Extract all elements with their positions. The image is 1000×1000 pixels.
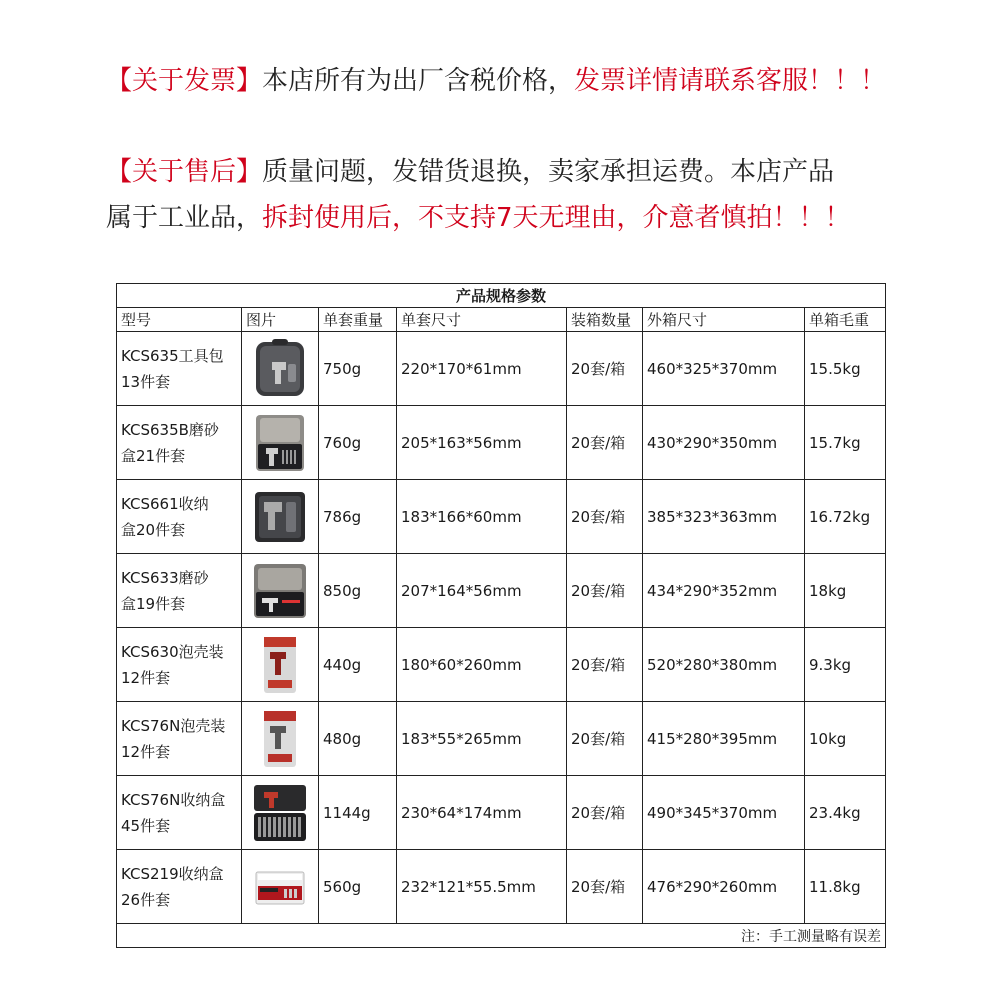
model-name: KCS633磨砂 (121, 568, 209, 587)
carton-cell: 490*345*370mm (643, 776, 805, 850)
aftersales-notice-line1 (106, 153, 834, 191)
gross-cell: 15.7kg (805, 406, 886, 480)
carton-cell: 460*325*370mm (643, 332, 805, 406)
product-image-cell (242, 776, 319, 850)
size-cell: 183*55*265mm (397, 702, 567, 776)
product-image-cell (242, 406, 319, 480)
header-model: 型号 (117, 308, 242, 332)
size-cell: 230*64*174mm (397, 776, 567, 850)
table-row (117, 628, 886, 702)
model-set: 12件套 (121, 668, 171, 687)
header-image: 图片 (242, 308, 319, 332)
model-name: KCS219收纳盒 (121, 864, 224, 883)
table-row (117, 850, 886, 924)
model-cell (117, 628, 242, 702)
model-set: 26件套 (121, 890, 171, 909)
frosted-box-icon (250, 412, 310, 474)
weight-cell: 560g (319, 850, 397, 924)
carton-cell: 415*280*395mm (643, 702, 805, 776)
model-name: KCS76N泡壳装 (121, 716, 226, 735)
model-name: KCS635B磨砂 (121, 420, 219, 439)
frosted-box-icon (250, 560, 310, 622)
model-cell (117, 332, 242, 406)
size-cell: 183*166*60mm (397, 480, 567, 554)
model-set: 12件套 (121, 742, 171, 761)
size-cell: 205*163*56mm (397, 406, 567, 480)
measurement-note: 注：手工测量略有误差 (117, 924, 886, 948)
qty-cell: 20套/箱 (567, 628, 643, 702)
weight-cell: 1144g (319, 776, 397, 850)
spec-table (116, 283, 886, 948)
product-image-cell (242, 332, 319, 406)
gross-cell: 18kg (805, 554, 886, 628)
invoice-text: 本店所有为出厂含税价格， (262, 66, 575, 96)
model-cell (117, 554, 242, 628)
invoice-highlight: 发票详情请联系客服！！！ (574, 66, 887, 96)
product-image-cell (242, 628, 319, 702)
header-size: 单套尺寸 (397, 308, 567, 332)
model-name: KCS630泡壳装 (121, 642, 224, 661)
weight-cell: 760g (319, 406, 397, 480)
size-cell: 232*121*55.5mm (397, 850, 567, 924)
aftersales-line1: 质量问题，发错货退换，卖家承担运费。本店产品 (262, 157, 835, 187)
gross-cell: 23.4kg (805, 776, 886, 850)
blister-pack-icon (250, 708, 310, 770)
model-set: 盒21件套 (121, 446, 186, 465)
carton-cell: 476*290*260mm (643, 850, 805, 924)
weight-cell: 850g (319, 554, 397, 628)
table-row (117, 480, 886, 554)
gross-cell: 15.5kg (805, 332, 886, 406)
model-set: 盒19件套 (121, 594, 186, 613)
model-set: 13件套 (121, 372, 171, 391)
weight-cell: 440g (319, 628, 397, 702)
qty-cell: 20套/箱 (567, 406, 643, 480)
header-carton: 外箱尺寸 (643, 308, 805, 332)
size-cell: 220*170*61mm (397, 332, 567, 406)
carton-cell: 520*280*380mm (643, 628, 805, 702)
table-row (117, 406, 886, 480)
model-name: KCS76N收纳盒 (121, 790, 226, 809)
aftersales-tag: 【关于售后】 (106, 157, 263, 187)
table-title: 产品规格参数 (117, 284, 886, 308)
open-storage-case-icon (250, 782, 310, 844)
product-image-cell (242, 554, 319, 628)
size-cell: 207*164*56mm (397, 554, 567, 628)
model-set: 45件套 (121, 816, 171, 835)
weight-cell: 786g (319, 480, 397, 554)
model-cell (117, 850, 242, 924)
clear-box-icon (250, 856, 310, 918)
header-gross: 单箱毛重 (805, 308, 886, 332)
aftersales-notice-line2 (106, 199, 851, 237)
carton-cell: 434*290*352mm (643, 554, 805, 628)
qty-cell: 20套/箱 (567, 332, 643, 406)
model-name: KCS635工具包 (121, 346, 224, 365)
qty-cell: 20套/箱 (567, 554, 643, 628)
weight-cell: 750g (319, 332, 397, 406)
product-image-cell (242, 702, 319, 776)
qty-cell: 20套/箱 (567, 850, 643, 924)
storage-box-icon (250, 486, 310, 548)
grey-zip-case-icon (250, 338, 310, 400)
carton-cell: 385*323*363mm (643, 480, 805, 554)
table-row (117, 554, 886, 628)
carton-cell: 430*290*350mm (643, 406, 805, 480)
qty-cell: 20套/箱 (567, 776, 643, 850)
qty-cell: 20套/箱 (567, 480, 643, 554)
gross-cell: 10kg (805, 702, 886, 776)
gross-cell: 16.72kg (805, 480, 886, 554)
model-cell (117, 406, 242, 480)
blister-pack-icon (250, 634, 310, 696)
gross-cell: 11.8kg (805, 850, 886, 924)
model-cell (117, 702, 242, 776)
invoice-notice (106, 62, 886, 100)
model-cell (117, 480, 242, 554)
size-cell: 180*60*260mm (397, 628, 567, 702)
gross-cell: 9.3kg (805, 628, 886, 702)
header-qty: 装箱数量 (567, 308, 643, 332)
model-set: 盒20件套 (121, 520, 186, 539)
table-row (117, 776, 886, 850)
table-row (117, 332, 886, 406)
qty-cell: 20套/箱 (567, 702, 643, 776)
model-name: KCS661收纳 (121, 494, 209, 513)
weight-cell: 480g (319, 702, 397, 776)
model-cell (117, 776, 242, 850)
product-image-cell (242, 480, 319, 554)
invoice-tag: 【关于发票】 (106, 66, 263, 96)
product-image-cell (242, 850, 319, 924)
header-weight: 单套重量 (319, 308, 397, 332)
aftersales-highlight: 拆封使用后，不支持7天无理由，介意者慎拍！！！ (262, 203, 851, 233)
aftersales-line2: 属于工业品， (106, 203, 263, 233)
table-row (117, 702, 886, 776)
